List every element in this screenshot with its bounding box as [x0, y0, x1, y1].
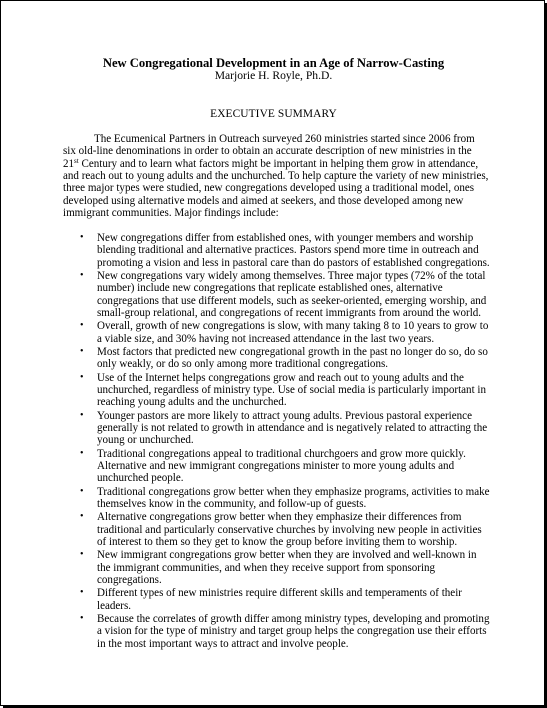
bullet-icon: • [80, 612, 84, 624]
finding-item [80, 372, 490, 409]
finding-text: New congregations differ from established ones, with younger members and worship blending traditional and alternative practices. Pastors spend more time in outreach and promoting a vision and less in pastoral care than do pastors of established congregations. [97, 232, 490, 269]
document-author: Marjorie H. Royle, Ph.D. [214, 69, 333, 82]
finding-item [80, 410, 490, 447]
finding-item [80, 232, 490, 269]
bullet-icon: • [80, 409, 84, 421]
bullet-icon: • [80, 485, 84, 497]
bullet-icon: • [80, 232, 84, 243]
finding-text: Use of the Internet helps congregations grow and reach out to young adults and the unchurched, regardless of ministry type. Use of social media is particularly important in reaching young adults and the unchurched. [97, 371, 486, 409]
finding-item [80, 448, 490, 485]
finding-item [80, 270, 490, 319]
finding-item [80, 320, 490, 345]
bullet-icon: • [80, 345, 84, 357]
finding-item [80, 613, 490, 650]
bullet-icon: • [80, 269, 84, 281]
finding-item [80, 511, 490, 548]
finding-item [80, 549, 490, 586]
finding-text: Alternative congregations grow better when they emphasize their differences from traditional and particularly conservative churches by involving new people in activities of interest to them so they get to know the group before inviting them to worship. [97, 511, 482, 548]
intro-text-part2: Century and to learn what factors might be important in helping them grow in attendance, and reach out to young adults and the unchurched. To help capture the variety of new ministries, three major types were studied, new congregations developed using a traditional model, ones developed using alternative models and aimed at seekers, and those developed among new immigrant communities. Major findings include: [63, 157, 489, 220]
finding-text: New congregations vary widely among themselves. Three major types (72% of the total number) include new congregations that replicate established ones, alternative congregations that use different models, such as seeker-oriented, emerging worship, and small-group relational, and congregations of recent immigrants from around the world. [97, 269, 487, 319]
finding-text: Younger pastors are more likely to attract young adults. Previous pastoral experience generally is not related to growth in attendance and is negatively related to attracting the young or unchurched. [97, 409, 488, 447]
finding-text: Because the correlates of growth differ among ministry types, developing and promoting a vision for the type of ministry and target group helps the congregation use their efforts in the most important ways to attract and involve people. [97, 612, 490, 650]
document-title: New Congregational Development in an Age of Narrow-Casting [102, 56, 445, 70]
intro-superscript: st [74, 156, 79, 165]
finding-text: Traditional congregations grow better when they emphasize programs, activities to make themselves know in the community, and follow-up of guests. [97, 485, 490, 510]
finding-text: Overall, growth of new congregations is slow, with many taking 8 to 10 years to grow to a viable size, and 30% having not increased attendance in the last two years. [97, 320, 489, 345]
intro-paragraph [63, 133, 489, 219]
intro-text-part1: The Ecumenical Partners in Outreach surveyed 260 ministries started since 2006 from six old-line denominations in order to obtain an accurate description of new ministries in the 21 [63, 133, 475, 170]
finding-item [80, 346, 490, 371]
finding-text: Most factors that predicted new congregational growth in the past no longer do so, do so only weakly, or do so only among more traditional congregations. [97, 345, 488, 371]
bullet-icon: • [80, 511, 84, 523]
findings-list [80, 232, 490, 651]
finding-text: Traditional congregations appeal to traditional churchgoers and grow more quickly. Alternative and new immigrant congregations minister to more young adults and unchurched people. [97, 447, 466, 485]
bullet-icon: • [80, 587, 84, 599]
finding-item [80, 486, 490, 511]
finding-item [80, 587, 490, 612]
finding-text: Different types of new ministries require different skills and temperaments of their leaders. [97, 587, 462, 612]
bullet-icon: • [80, 320, 84, 332]
finding-text: New immigrant congregations grow better when they are involved and well-known in the immigrant communities, and when they receive support from sponsoring congregations. [97, 549, 477, 586]
bullet-icon: • [80, 371, 84, 383]
section-heading: EXECUTIVE SUMMARY [210, 108, 337, 120]
bullet-icon: • [80, 447, 84, 459]
bullet-icon: • [80, 549, 84, 561]
